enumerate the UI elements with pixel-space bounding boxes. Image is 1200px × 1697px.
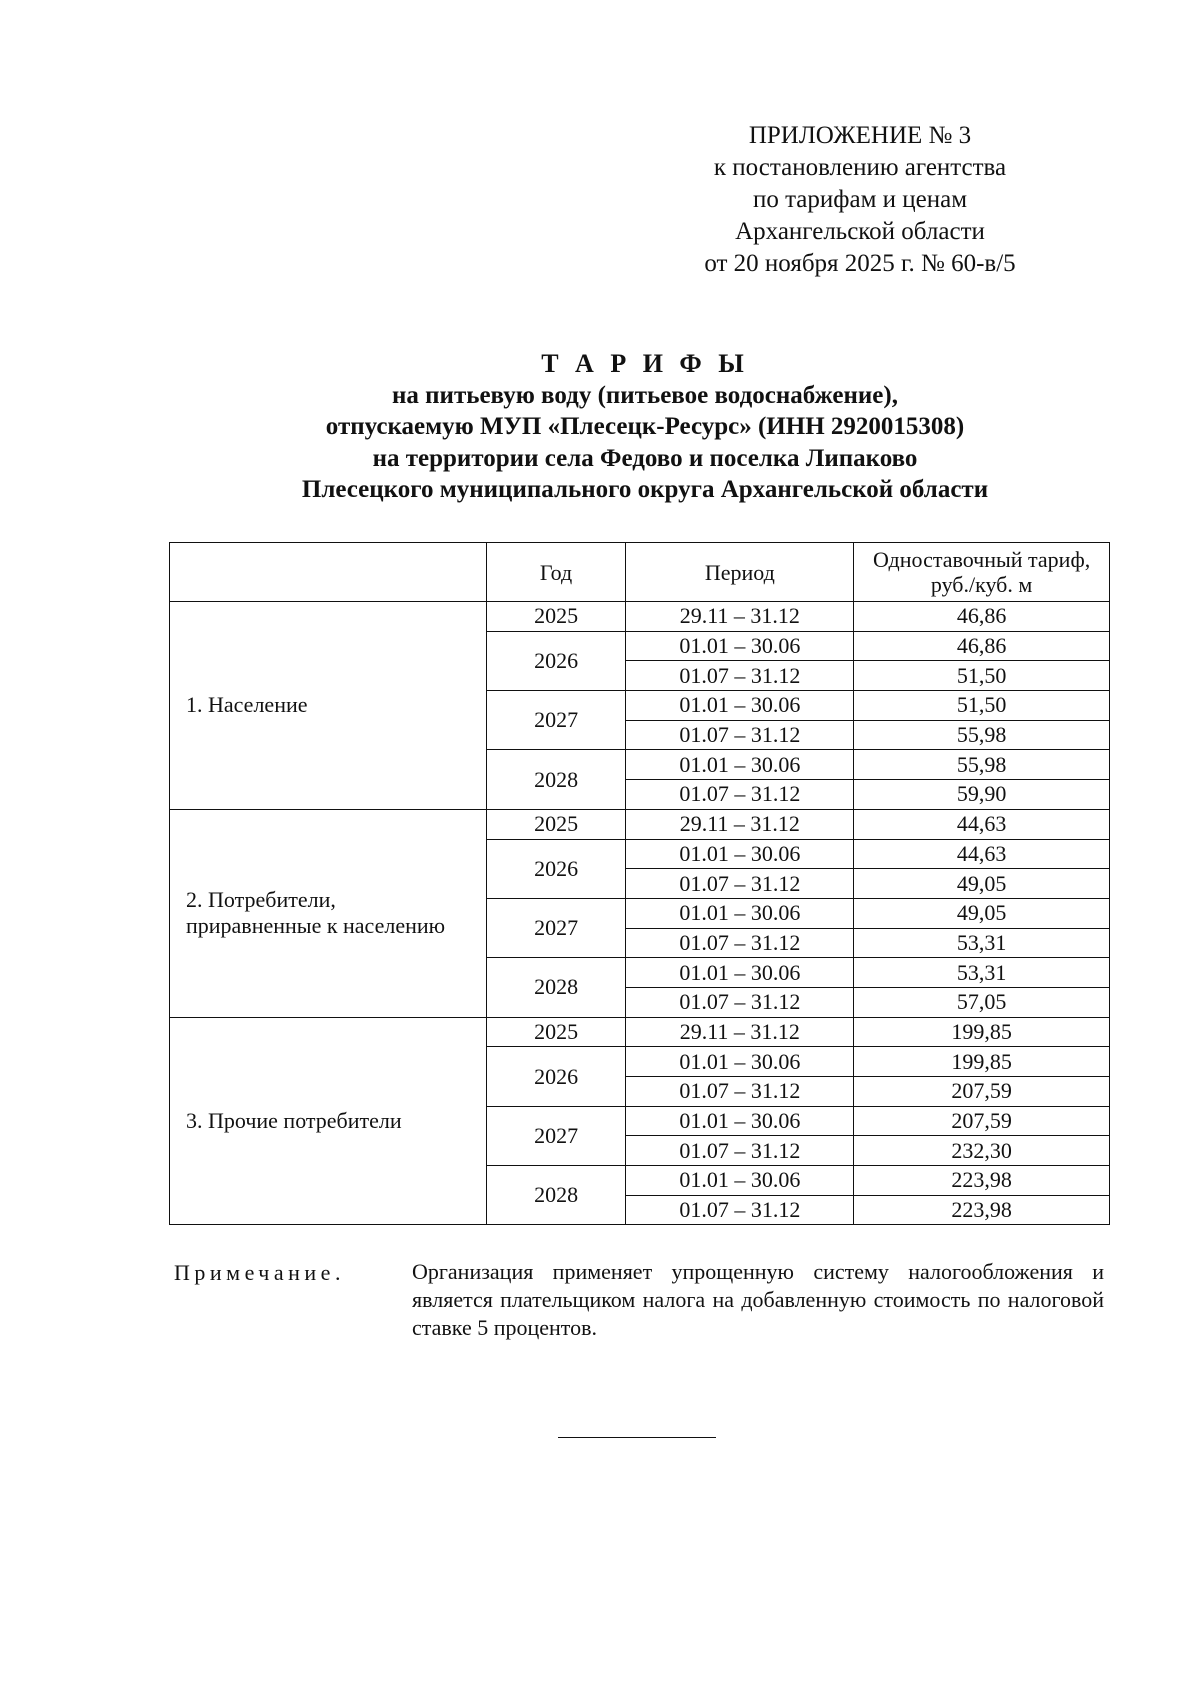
annex-number: ПРИЛОЖЕНИЕ № 3 <box>748 122 972 149</box>
period-cell: 29.11 – 31.12 <box>626 602 854 632</box>
tariff-value-cell: 223,98 <box>854 1195 1110 1225</box>
period-cell: 01.01 – 30.06 <box>626 750 854 780</box>
period-cell: 01.01 – 30.06 <box>626 631 854 661</box>
year-cell: 2026 <box>486 839 626 898</box>
tariff-value-cell: 207,59 <box>854 1077 1110 1107</box>
year-cell: 2025 <box>486 602 626 632</box>
year-cell: 2026 <box>486 631 626 690</box>
category-cell <box>170 809 487 1017</box>
tariff-value-cell: 199,85 <box>854 1047 1110 1077</box>
year-cell: 2027 <box>486 691 626 750</box>
year-cell: 2028 <box>486 1166 626 1225</box>
header-period: Период <box>626 543 854 602</box>
tariff-value-cell: 51,50 <box>854 661 1110 691</box>
tariff-value-cell: 55,98 <box>854 720 1110 750</box>
tariff-value-cell: 199,85 <box>854 1017 1110 1047</box>
annex-line: Архангельской области <box>735 218 985 245</box>
tariff-value-cell: 46,86 <box>854 602 1110 632</box>
tariff-value-cell: 44,63 <box>854 839 1110 869</box>
header-tariff-line: Одноставочный тариф, <box>872 547 1091 572</box>
tariff-value-cell: 49,05 <box>854 869 1110 899</box>
tariff-value-cell: 49,05 <box>854 898 1110 928</box>
table-row <box>170 809 1110 839</box>
period-cell: 01.01 – 30.06 <box>626 1166 854 1196</box>
tariff-value-cell: 46,86 <box>854 631 1110 661</box>
annex-line: по тарифам и ценам <box>752 186 968 213</box>
year-cell: 2027 <box>486 1106 626 1165</box>
tariff-value-cell: 223,98 <box>854 1166 1110 1196</box>
period-cell: 01.01 – 30.06 <box>626 898 854 928</box>
period-cell: 01.01 – 30.06 <box>626 839 854 869</box>
period-cell: 29.11 – 31.12 <box>626 1017 854 1047</box>
tariff-value-cell: 53,31 <box>854 958 1110 988</box>
category-label: 2. Потребители, <box>186 887 336 913</box>
tariff-value-cell: 207,59 <box>854 1106 1110 1136</box>
period-cell: 01.07 – 31.12 <box>626 869 854 899</box>
tariff-value-cell: 232,30 <box>854 1136 1110 1166</box>
period-cell: 29.11 – 31.12 <box>626 809 854 839</box>
annex-date-number: от 20 ноября 2025 г. № 60-в/5 <box>704 250 1016 277</box>
tariff-table <box>169 542 1110 1225</box>
title-heading: Т А Р И Ф Ы <box>541 349 749 378</box>
title-line: Плесецкого муниципального округа Архангельской области <box>301 476 989 503</box>
end-rule <box>558 1437 716 1438</box>
period-cell: 01.01 – 30.06 <box>626 1047 854 1077</box>
table-header-row <box>170 543 1110 602</box>
year-cell: 2027 <box>486 898 626 957</box>
year-cell: 2028 <box>486 750 626 809</box>
annex-block <box>680 120 1040 280</box>
tariff-value-cell: 59,90 <box>854 780 1110 810</box>
tariff-value-cell: 55,98 <box>854 750 1110 780</box>
tariff-value-cell: 53,31 <box>854 928 1110 958</box>
title-line: на территории села Федово и поселка Липаково <box>372 444 918 472</box>
annex-line: к постановлению агентства <box>713 154 1007 181</box>
tariff-table-body <box>170 602 1110 1225</box>
title-line: на питьевую воду (питьевое водоснабжение), <box>392 381 898 409</box>
period-cell: 01.07 – 31.12 <box>626 1195 854 1225</box>
period-cell: 01.01 – 30.06 <box>626 1106 854 1136</box>
tariff-value-cell: 51,50 <box>854 691 1110 721</box>
tariff-value-cell: 57,05 <box>854 987 1110 1017</box>
header-year: Год <box>486 543 626 602</box>
period-cell: 01.07 – 31.12 <box>626 1077 854 1107</box>
category-label: 1. Население <box>186 692 308 718</box>
table-row <box>170 602 1110 632</box>
year-cell: 2028 <box>486 958 626 1017</box>
period-cell: 01.07 – 31.12 <box>626 987 854 1017</box>
title-line: отпускаемую МУП «Плесецк-Ресурс» (ИНН 2920015308) <box>325 413 965 440</box>
header-category <box>170 543 487 602</box>
period-cell: 01.01 – 30.06 <box>626 691 854 721</box>
note-label: Примечание. <box>174 1260 345 1285</box>
period-cell: 01.07 – 31.12 <box>626 661 854 691</box>
period-cell: 01.01 – 30.06 <box>626 958 854 988</box>
table-row <box>170 1017 1110 1047</box>
category-label: 3. Прочие потребители <box>186 1108 402 1134</box>
category-cell <box>170 1017 487 1225</box>
period-cell: 01.07 – 31.12 <box>626 780 854 810</box>
header-tariff <box>854 543 1110 602</box>
period-cell: 01.07 – 31.12 <box>626 928 854 958</box>
period-cell: 01.07 – 31.12 <box>626 720 854 750</box>
document-title <box>150 348 1140 506</box>
year-cell: 2026 <box>486 1047 626 1106</box>
header-tariff-unit: руб./куб. м <box>930 572 1033 597</box>
period-cell: 01.07 – 31.12 <box>626 1136 854 1166</box>
note-text: Организация применяет упрощенную систему налогообложения и является плательщиком налога на добавленную стоимость по налоговой ставке 5 процентов. <box>412 1259 1104 1340</box>
category-label: приравненные к населению <box>186 913 446 939</box>
year-cell: 2025 <box>486 1017 626 1047</box>
category-cell <box>170 602 487 810</box>
tariff-value-cell: 44,63 <box>854 809 1110 839</box>
year-cell: 2025 <box>486 809 626 839</box>
